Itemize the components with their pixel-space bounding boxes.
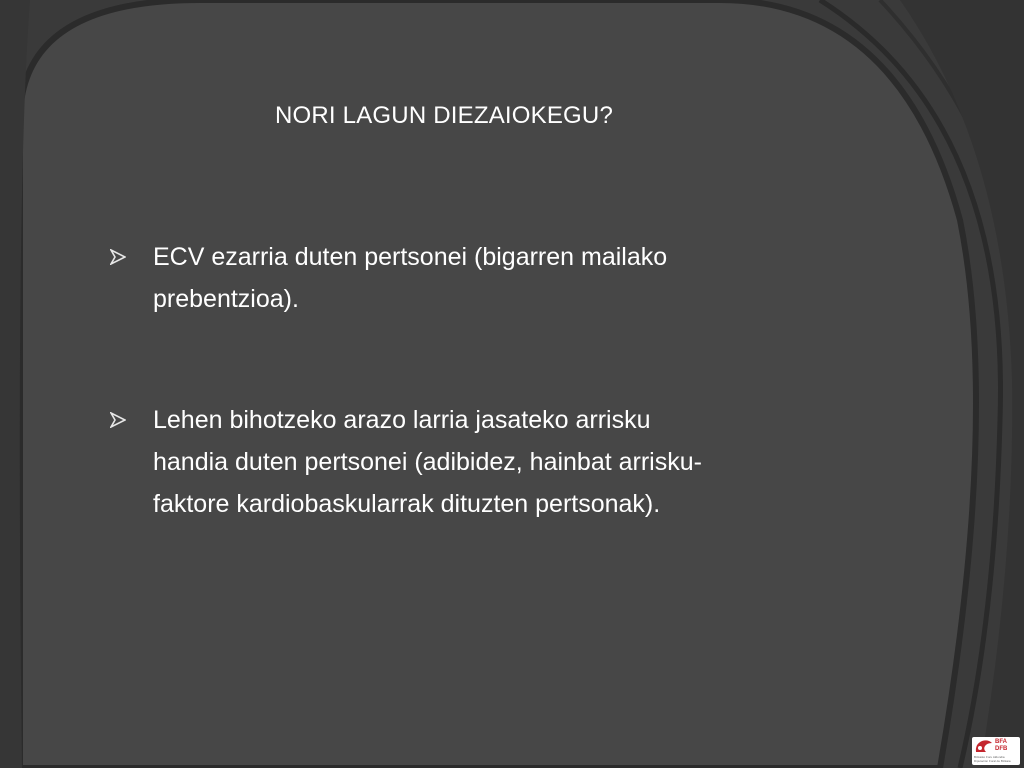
seal-icon <box>974 739 994 754</box>
bullet-line: ECV ezarria duten pertsonei (bigarren mailako <box>153 243 668 271</box>
arrowhead-bullet-icon <box>110 249 126 265</box>
bullet-line: Lehen bihotzeko arazo larria jasateko arrisku <box>153 406 651 434</box>
arrowhead-bullet-icon <box>110 412 126 428</box>
bizkaiko-foru-aldundia-logo <box>972 737 1020 765</box>
logo-acronym: BFA DFB <box>995 739 1008 752</box>
bullet-line: faktore kardiobaskularrak dituzten pertsonak). <box>153 490 661 518</box>
bullet-list <box>110 236 930 525</box>
logo-subtitle: Bizkaiko Foru Aldundia Diputación Foral de Bizkaia <box>974 755 1011 763</box>
bullet-item <box>110 399 930 525</box>
bullet-line: handia duten pertsonei (adibidez, hainbat arrisku- <box>153 448 702 476</box>
slide-title: NORI LAGUN DIEZAIOKEGU? <box>275 102 613 129</box>
bullet-line: prebentzioa). <box>153 285 299 313</box>
bullet-item <box>110 236 930 320</box>
